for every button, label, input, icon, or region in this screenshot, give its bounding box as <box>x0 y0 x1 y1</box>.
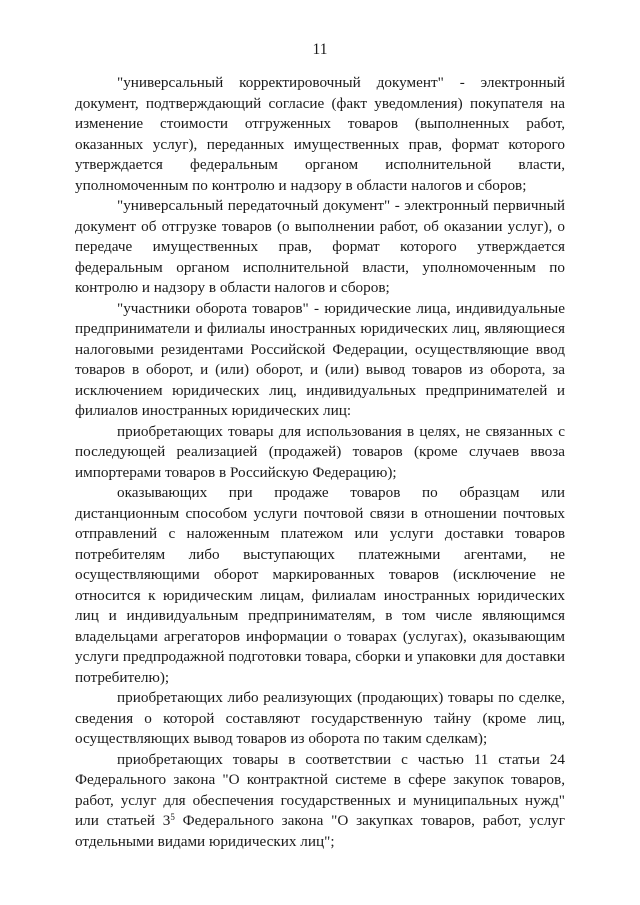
page-number: 11 <box>312 41 328 58</box>
paragraph-exclusion-procurement <box>75 750 565 853</box>
paragraph-exclusion-postal-services: оказывающих при продаже товаров по образцам или дистанционным способом услуги почтовой связи в отношении почтовых отправлений с наложенным платежом или услуги доставки товаров потребителям либо выступающих платежными агентами, не осуществляющими оборот маркированных товаров (исключение не относится к юридическим лицам, филиалам иностранных юридических лиц и индивидуальным предпринимателям, в том числе являющимся владельцами агрегаторов информации о товарах (услугах), оказывающим услуги предпродажной подготовки товара, сборки и упаковки для доставки потребителю); <box>75 484 565 686</box>
paragraph-exclusion-state-secret: приобретающих либо реализующих (продающих) товары по сделке, сведения о которой составляют государственную тайну (кроме лиц, осуществляющих вывод товаров из оборота по таким сделкам); <box>75 689 565 747</box>
article-superscript: 5 <box>170 812 175 822</box>
text-body <box>75 73 565 852</box>
paragraph-upd-definition: "универсальный передаточный документ" - электронный первичный документ об отгрузке товаров (о выполнении работ, об оказании услуг), о передаче имущественных прав, формат которого утверждается федеральным органом исполнительной власти, уполномоченным по контролю и надзору в области налогов и сборов; <box>75 197 565 296</box>
procurement-text-start: приобретающих товары в соответствии с частью 11 статьи 24 Федерального закона "О контрактной системе в сфере закупок товаров, работ, услуг для обеспечения государственных и муниципальных нужд" или статьей 3 <box>75 750 565 829</box>
paragraph-participants-definition: "участники оборота товаров" - юридические лица, индивидуальные предприниматели и филиалы иностранных юридических лиц, являющиеся налоговыми резидентами Российской Федерации, осуществляющие ввод товаров в оборот, и (или) оборот, и (или) вывод товаров из оборота, за исключением юридических лиц, индивидуальных предпринимателей и филиалов иностранных юридических лиц: <box>75 299 565 419</box>
paragraph-exclusion-own-use: приобретающих товары для использования в целях, не связанных с последующей реализацией (продажей) товаров (кроме случаев ввоза импортерами товаров в Российскую Федерацию); <box>75 422 565 481</box>
paragraph-ukd-definition: "универсальный корректировочный документ" - электронный документ, подтверждающий согласие (факт уведомления) покупателя на изменение стоимости отгруженных товаров (выполненных работ, оказанных услуг), переданных имущественных прав, формат которого утверждается федеральным органом исполнительной власти, уполномоченным по контролю и надзору в области налогов и сборов; <box>75 74 565 194</box>
procurement-text-end: Федерального закона "О закупках товаров, работ, услуг отдельными видами юридических лиц"; <box>75 812 565 850</box>
